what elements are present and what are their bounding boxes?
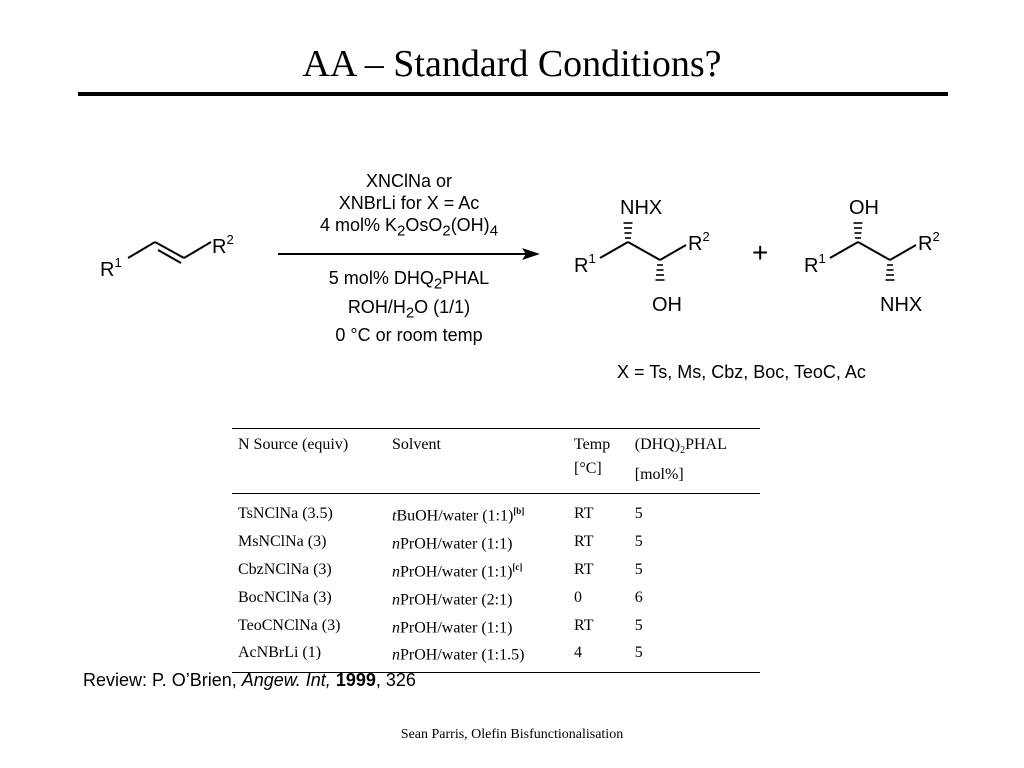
- header-solvent: Solvent: [386, 429, 568, 494]
- cell-solvent: nPrOH/water (2:1): [392, 591, 513, 608]
- reactant-r2: $R^2$: [212, 232, 234, 258]
- condition-line: XNClNa or: [365, 171, 453, 191]
- conditions-below-arrow: [278, 267, 540, 346]
- product-2-oh: OH: [849, 197, 879, 219]
- table-row: [232, 494, 760, 528]
- cell-solvent: nPrOH/water (1:1.5): [386, 639, 568, 672]
- cell-temp: RT: [574, 561, 594, 578]
- cell-solvent: tBuOH/water (1:1)[b]: [392, 506, 525, 525]
- product-2-r1: $R^1$: [804, 251, 826, 277]
- product-2-r2: $R^2$: [918, 229, 940, 255]
- cell-ligand-mol: 5: [634, 533, 643, 551]
- table-header-row: [232, 429, 760, 494]
- condition-line: ROH/$H_2O$ (1/1): [347, 296, 471, 322]
- cell-solvent: nPrOH/water (1:1): [392, 618, 513, 636]
- cell-ligand-mol: 5: [634, 561, 643, 578]
- conditions-table: [232, 428, 760, 673]
- cell-n-source: CbzNClNa (3): [238, 561, 332, 578]
- table-row: [232, 556, 760, 584]
- product-1-r2: $R^2$: [688, 229, 710, 255]
- cell-solvent: nPrOH/water (1:1)[c]: [392, 561, 523, 581]
- product-1-r1: $R^1$: [574, 251, 596, 277]
- header-temp: Temp [°C]: [568, 429, 629, 494]
- product-1-nhx: NHX: [620, 197, 663, 219]
- product-1: [574, 197, 710, 316]
- product-2: [804, 197, 940, 316]
- product-1-oh: OH: [652, 294, 682, 316]
- review-year: 1999: [335, 670, 376, 690]
- product-2-nhx: NHX: [880, 294, 923, 316]
- cell-n-source: MsNClNa (3): [238, 533, 327, 551]
- review-citation: Review: P. O’Brien, Angew. Int, 1999, 326: [83, 670, 416, 690]
- cell-n-source: BocNClNa (3): [238, 588, 332, 606]
- header-ligand: $(DHQ)_2PHAL$ [mol%]: [629, 429, 760, 494]
- cell-temp: 4: [568, 639, 629, 672]
- cell-temp: 0: [574, 588, 583, 606]
- condition-line: 0 °C or room temp: [335, 325, 483, 346]
- cell-n-source: TeoCNClNa (3): [238, 616, 341, 634]
- condition-line: XNBrLi for X = Ac: [338, 193, 480, 213]
- cell-temp: RT: [574, 505, 594, 523]
- reactant-alkene: [100, 232, 234, 281]
- review-journal: Angew. Int,: [241, 670, 331, 690]
- cell-temp: RT: [574, 616, 594, 634]
- condition-line: 5 mol% $DHQ_2PHAL$: [328, 268, 490, 293]
- header-n-source: N Source (equiv): [232, 429, 386, 494]
- cell-ligand-mol: 6: [634, 588, 643, 606]
- x-definition: X = Ts, Ms, Cbz, Boc, TeoC, Ac: [617, 362, 866, 382]
- cell-ligand-mol: 5: [634, 505, 643, 523]
- conditions-above-arrow: [278, 170, 540, 243]
- cell-ligand-mol: 5: [634, 616, 643, 634]
- condition-line: 4 mol% $K_2OsO_2(OH)_4$: [319, 215, 499, 240]
- table-row: [232, 612, 760, 640]
- cell-ligand-mol: 5: [629, 639, 760, 672]
- footer-text: Sean Parris, Olefin Bisfunctionalisation: [400, 727, 624, 742]
- cell-n-source: TsNClNa (3.5): [238, 505, 333, 523]
- slide-title: AA – Standard Conditions?: [302, 43, 722, 85]
- cell-temp: RT: [574, 533, 594, 551]
- reaction-arrow: [278, 248, 540, 260]
- table-row: [232, 528, 760, 556]
- plus-sign: +: [752, 237, 769, 268]
- cell-n-source: AcNBrLi (1): [232, 639, 386, 672]
- cell-solvent: nPrOH/water (1:1): [392, 535, 513, 553]
- table-row: [232, 584, 760, 612]
- table-row: [232, 639, 760, 672]
- reactant-r1: $R^1$: [100, 255, 122, 281]
